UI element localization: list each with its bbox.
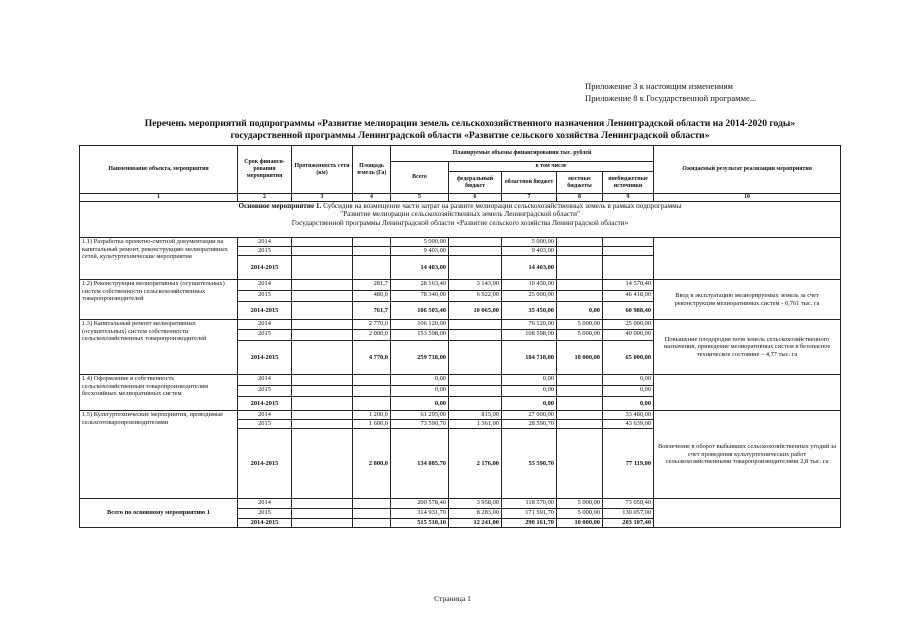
length-cell — [292, 330, 353, 341]
year-cell: 2014 — [238, 320, 292, 330]
item-name-cell: 1.3) Капитальный ремонт мелиоративных (осушительных) систем собственности сельскохозяйственных товаропроизводителей — [80, 320, 238, 375]
length-cell — [292, 256, 353, 280]
total-cell: 0,00 — [391, 386, 449, 397]
regional-cell: 5 000,00 — [502, 238, 557, 247]
table-row — [80, 411, 841, 420]
local-cell: 0,00 — [557, 302, 603, 320]
expected-result-cell: Повышение плодородия почв земель сельскохозяйственного назначения, приведение мелиоративных систем в безопасное техническое состояние – 4,77 тыс. га — [654, 320, 841, 375]
item-name-cell: 1.4) Оформление в собственность сельскохозяйственным товаропроизводителям бесхозяйных мелиоративных систем — [80, 375, 238, 411]
extra-cell: 203 107,40 — [603, 519, 654, 528]
area-cell: 281,7 — [353, 280, 391, 291]
expected-result-cell — [654, 499, 841, 528]
header-including: в том числе — [449, 162, 654, 172]
year-cell: 2014 — [238, 499, 292, 509]
length-cell — [292, 247, 353, 256]
regional-cell: 76 120,00 — [502, 320, 557, 330]
federal-cell: 3 958,00 — [449, 499, 502, 509]
year-cell: 2014 — [238, 411, 292, 420]
federal-cell — [449, 247, 502, 256]
column-number: 5 — [391, 194, 449, 202]
length-cell — [292, 375, 353, 386]
area-cell: 4 770,0 — [353, 341, 391, 375]
area-cell — [353, 509, 391, 519]
federal-cell: 12 241,00 — [449, 519, 502, 528]
area-cell: 2 000,0 — [353, 330, 391, 341]
length-cell — [292, 411, 353, 420]
year-cell: 2015 — [238, 291, 292, 302]
local-cell — [557, 291, 603, 302]
header-total: Всего — [391, 162, 449, 194]
table-row — [80, 238, 841, 247]
year-cell: 2014 — [238, 280, 292, 291]
item-name-cell: Всего по основному мероприятию 1 — [80, 499, 238, 528]
main-event-line-3: Государственной программы Ленинградской области «Развитие сельского хозяйства Ленинградской области» — [291, 218, 629, 227]
total-cell: 106 503,40 — [391, 302, 449, 320]
item-name-cell: 1.5) Культуртехнические мероприятия, проводимые сельхозтоваропроизводителями — [80, 411, 238, 499]
total-cell: 0,00 — [391, 397, 449, 411]
year-cell: 2014 — [238, 375, 292, 386]
item-name-cell: 1.2) Реконструкция мелиоративных (осушительных) систем собственности сельскохозяйственных товаропроизводителей — [80, 280, 238, 320]
column-number: 10 — [654, 194, 841, 202]
area-cell — [353, 247, 391, 256]
federal-cell: 2 176,00 — [449, 429, 502, 499]
column-number: 3 — [292, 194, 353, 202]
year-cell: 2015 — [238, 386, 292, 397]
column-number: 1 — [80, 194, 238, 202]
regional-cell: 35 450,00 — [502, 302, 557, 320]
extra-cell: 0,00 — [603, 375, 654, 386]
federal-cell: 815,00 — [449, 411, 502, 420]
regional-cell: 14 403,00 — [502, 256, 557, 280]
federal-cell — [449, 397, 502, 411]
federal-cell — [449, 386, 502, 397]
area-cell — [353, 397, 391, 411]
item-name-cell: 1.1) Разработка проектно-сметной документации на капитальный ремонт, реконструкцию мелиоративных сетей, культуртехнические мероприятия — [80, 238, 238, 280]
local-cell — [557, 420, 603, 429]
area-cell: 2 800,0 — [353, 429, 391, 499]
area-cell — [353, 256, 391, 280]
total-cell: 106 120,00 — [391, 320, 449, 330]
header-area: Площадь земель (Га) — [353, 146, 391, 194]
total-cell: 200 578,40 — [391, 499, 449, 509]
area-cell — [353, 386, 391, 397]
total-cell: 61 295,00 — [391, 411, 449, 420]
header-term: Срок финанси-рования мероприятия — [238, 146, 292, 194]
federal-cell: 8 283,00 — [449, 509, 502, 519]
federal-cell: 10 065,00 — [449, 302, 502, 320]
appendix-line-2: Приложение 8 к Государственной программе... — [585, 93, 757, 103]
header-name: Наименование объекта, мероприятия — [80, 146, 238, 194]
regional-cell: 184 718,00 — [502, 341, 557, 375]
extra-cell: 40 000,00 — [603, 330, 654, 341]
column-number: 8 — [557, 194, 603, 202]
total-cell: 28 163,40 — [391, 280, 449, 291]
year-cell: 2015 — [238, 420, 292, 429]
extra-cell — [603, 238, 654, 247]
expected-result-cell: Вовлечение в оборот выбывших сельскохозяйственных угодий за счет проведения культуртехнических работ сельскохозяйственными товаропроизводителями 2,8 тыс. га — [654, 411, 841, 499]
length-cell — [292, 420, 353, 429]
federal-cell — [449, 375, 502, 386]
main-event-line-1 — [82, 202, 838, 210]
regional-cell: 27 000,00 — [502, 411, 557, 420]
title-line-1: Перечень мероприятий подпрограммы «Развитие мелиорации земель сельскохозяйственного назначения Ленинградской области на 2014-2020 годы» — [144, 118, 796, 129]
regional-cell: 290 161,70 — [502, 519, 557, 528]
length-cell — [292, 238, 353, 247]
length-cell — [292, 397, 353, 411]
local-cell — [557, 256, 603, 280]
total-cell: 314 931,70 — [391, 509, 449, 519]
local-cell: 10 000,00 — [557, 519, 603, 528]
total-cell: 134 885,70 — [391, 429, 449, 499]
federal-cell — [449, 256, 502, 280]
length-cell — [292, 499, 353, 509]
extra-cell: 25 000,00 — [603, 320, 654, 330]
regional-cell: 28 590,70 — [502, 420, 557, 429]
appendix-note — [585, 80, 756, 104]
federal-cell — [449, 238, 502, 247]
regional-cell: 108 598,00 — [502, 330, 557, 341]
year-cell: 2015 — [238, 509, 292, 519]
column-number: 2 — [238, 194, 292, 202]
length-cell — [292, 341, 353, 375]
year-cell: 2014-2015 — [238, 429, 292, 499]
federal-cell: 6 922,00 — [449, 291, 502, 302]
local-cell — [557, 411, 603, 420]
local-cell — [557, 429, 603, 499]
expected-result-cell: Ввод в эксплуатацию мелиорируемых земель за счет реконструкция мелиоративных систем - 0,761 тыс. га — [654, 280, 841, 320]
local-cell: 5 000,00 — [557, 499, 603, 509]
extra-cell: 43 639,00 — [603, 420, 654, 429]
appendix-line-1: Приложение 3 к настоящим изменениям — [585, 81, 733, 91]
document-title — [60, 118, 880, 142]
extra-cell: 73 050,40 — [603, 499, 654, 509]
regional-cell: 25 000,00 — [502, 291, 557, 302]
extra-cell: 14 570,40 — [603, 280, 654, 291]
total-cell: 5 000,00 — [391, 238, 449, 247]
local-cell: 5 000,00 — [557, 330, 603, 341]
local-cell — [557, 280, 603, 291]
total-cell: 78 340,00 — [391, 291, 449, 302]
total-cell: 73 590,70 — [391, 420, 449, 429]
local-cell — [557, 247, 603, 256]
local-cell: 10 000,00 — [557, 341, 603, 375]
extra-cell: 60 988,40 — [603, 302, 654, 320]
year-cell: 2014-2015 — [238, 302, 292, 320]
page-number: Страница 1 — [434, 594, 471, 603]
length-cell — [292, 320, 353, 330]
table-row — [80, 499, 841, 509]
year-cell: 2015 — [238, 330, 292, 341]
title-line-2: государственной программы Ленинградской области «Развитие сельского хозяйства Ленинградской области» — [230, 130, 710, 141]
column-number: 7 — [502, 194, 557, 202]
year-cell: 2014-2015 — [238, 341, 292, 375]
total-cell: 14 403,00 — [391, 256, 449, 280]
regional-cell: 171 591,70 — [502, 509, 557, 519]
main-event-line-2: "Развитие мелиорации сельскохозяйственных земель Ленинградской области" — [340, 210, 580, 219]
table-row — [80, 280, 841, 291]
federal-cell: 1 361,00 — [449, 420, 502, 429]
year-cell: 2014 — [238, 238, 292, 247]
area-cell — [353, 375, 391, 386]
extra-cell: 77 119,00 — [603, 429, 654, 499]
total-cell: 259 718,00 — [391, 341, 449, 375]
total-cell: 0,00 — [391, 375, 449, 386]
extra-cell: 130 057,00 — [603, 509, 654, 519]
column-number: 6 — [449, 194, 502, 202]
length-cell — [292, 519, 353, 528]
extra-cell — [603, 256, 654, 280]
local-cell: 5 000,00 — [557, 320, 603, 330]
length-cell — [292, 429, 353, 499]
federal-cell: 3 143,00 — [449, 280, 502, 291]
regional-cell: 0,00 — [502, 397, 557, 411]
header-planned: Планируемые объемы финансирования тыс. рублей — [391, 146, 654, 162]
column-number: 9 — [603, 194, 654, 202]
year-cell: 2014-2015 — [238, 397, 292, 411]
header-result: Ожидаемый результат реализации мероприятия — [654, 146, 841, 194]
regional-cell: 0,00 — [502, 375, 557, 386]
main-event-label: Основное мероприятие 1. — [238, 202, 322, 210]
length-cell — [292, 386, 353, 397]
table-row — [80, 375, 841, 386]
header-length: Протяженность сети (км) — [292, 146, 353, 194]
header-local: местные бюджеты — [557, 172, 603, 194]
expected-result-cell — [654, 238, 841, 280]
local-cell — [557, 375, 603, 386]
main-event-row — [80, 202, 841, 238]
federal-cell — [449, 330, 502, 341]
regional-cell: 0,00 — [502, 386, 557, 397]
year-cell: 2015 — [238, 247, 292, 256]
area-cell — [353, 519, 391, 528]
local-cell: 5 000,00 — [557, 509, 603, 519]
measures-table — [79, 145, 841, 528]
extra-cell: 46 418,00 — [603, 291, 654, 302]
header-regional: областной бюджет — [502, 172, 557, 194]
year-cell: 2014-2015 — [238, 519, 292, 528]
length-cell — [292, 509, 353, 519]
area-cell — [353, 238, 391, 247]
local-cell — [557, 238, 603, 247]
area-cell: 1 200,0 — [353, 411, 391, 420]
table-row — [80, 320, 841, 330]
regional-cell: 118 570,00 — [502, 499, 557, 509]
length-cell — [292, 291, 353, 302]
length-cell — [292, 280, 353, 291]
column-number: 4 — [353, 194, 391, 202]
extra-cell — [603, 247, 654, 256]
regional-cell: 9 403,00 — [502, 247, 557, 256]
extra-cell: 65 000,00 — [603, 341, 654, 375]
area-cell: 761,7 — [353, 302, 391, 320]
area-cell: 480,0 — [353, 291, 391, 302]
total-cell: 153 598,00 — [391, 330, 449, 341]
year-cell: 2014-2015 — [238, 256, 292, 280]
extra-cell: 33 480,00 — [603, 411, 654, 420]
local-cell — [557, 386, 603, 397]
area-cell: 2 770,0 — [353, 320, 391, 330]
regional-cell: 55 590,70 — [502, 429, 557, 499]
local-cell — [557, 397, 603, 411]
federal-cell — [449, 341, 502, 375]
length-cell — [292, 302, 353, 320]
header-extra: внебюджетные источники — [603, 172, 654, 194]
regional-cell: 10 450,00 — [502, 280, 557, 291]
total-cell: 9 403,00 — [391, 247, 449, 256]
header-federal: федеральный бюджет — [449, 172, 502, 194]
extra-cell: 0,00 — [603, 386, 654, 397]
total-cell: 515 510,10 — [391, 519, 449, 528]
extra-cell: 0,00 — [603, 397, 654, 411]
main-event-text: Субсидия на возмещение части затрат на развите мелиорации сельскохозяйственных земель в рамках подпрограммы — [323, 202, 682, 210]
area-cell: 1 600,0 — [353, 420, 391, 429]
area-cell — [353, 499, 391, 509]
expected-result-cell — [654, 375, 841, 411]
federal-cell — [449, 320, 502, 330]
